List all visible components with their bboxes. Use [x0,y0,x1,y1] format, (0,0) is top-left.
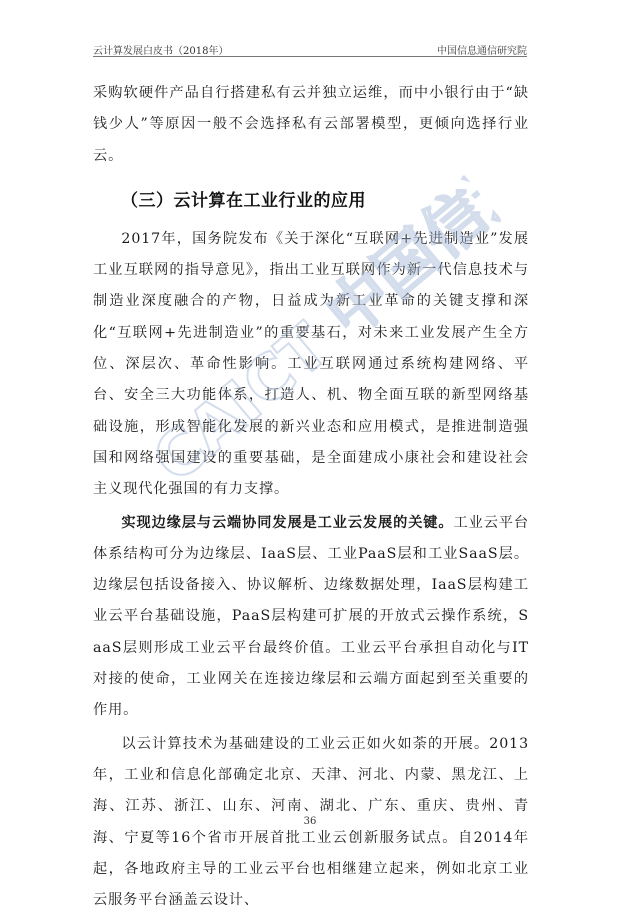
paragraph-edge-cloud-body: 工业云平台体系结构可分为边缘层、IaaS层、工业PaaS层和工业SaaS层。边缘层包括设备接入、协议解析、边缘数据处理，IaaS层构建工业云平台基础设施，PaaS层构建可扩展的开放式云操作系统，SaaS层则形成工业云平台最终价值。工业云平台承担自动化与IT对接的使命，工业网关在连接边缘层和云端方面起到至关重要的作用。 [93,514,529,719]
paragraph-industrial-cloud-pilots: 以云计算技术为基础建设的工业云正如火如荼的开展。2013年，工业和信息化部确定北京、天津、河北、内蒙、黑龙江、上海、江苏、浙江、山东、河南、湖北、广东、重庆、贵州、青海、宁夏等16个省市开展首批工业云创新服务试点。自2014年起，各地政府主导的工业云平台也相继建立起来，例如北京工业云服务平台涵盖云设计、 [93,735,529,909]
section-heading: （三）云计算在工业行业的应用 [121,190,366,211]
paragraph-edge-cloud [93,508,529,727]
page-body [93,78,529,916]
paragraph-private-cloud: 采购软硬件产品自行搭建私有云并独立运维，而中小银行由于“缺钱少人”等原因一般不会选择私有云部署模型，更倾向选择行业云。 [93,85,529,164]
page-number: 36 [303,816,317,827]
header-title: 云计算发展白皮书（2018年） [93,46,229,57]
key-sentence: 实现边缘层与云端协同发展是工业云发展的关键。 [121,514,454,531]
page-header [93,40,527,57]
paragraph-industrial-internet: 2017年，国务院发布《关于深化“互联网+先进制造业”发展工业互联网的指导意见》，指出工业互联网作为新一代信息技术与制造业深度融合的产物，日益成为新工业革命的关键支撑和深化“互联网+先进制造业”的重要基石，对未来工业发展产生全方位、深层次、革命性影响。工业互联网通过系统构建网络、平台、安全三大功能体系，打造人、机、物全面互联的新型网络基础设施，形成智能化发展的新兴业态和应用模式，是推进制造强国和网络强国建设的重要基础，是全面建成小康社会和建设社会主义现代化强国的有力支撑。 [93,230,529,498]
header-organization: 中国信息通信研究院 [437,46,527,57]
svg-text:CAICT 中国信通院: CAICT 中国信通院 [138,160,517,497]
